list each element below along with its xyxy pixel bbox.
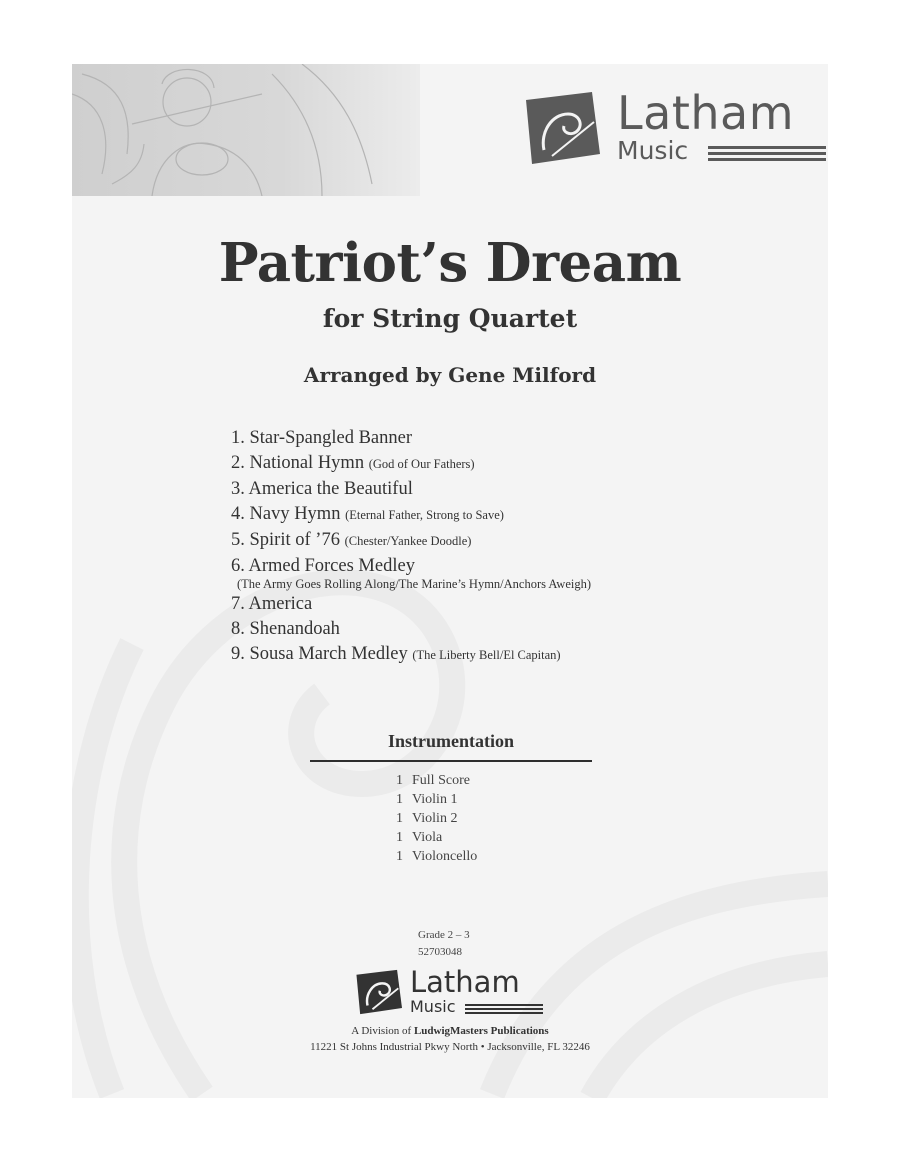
publisher-division: A Division of LudwigMasters Publications — [351, 1025, 549, 1037]
list-item: 1 Violoncello — [396, 849, 478, 864]
divider — [310, 760, 592, 762]
logo-staff-lines — [708, 146, 826, 168]
list-item: 6. Armed Forces Medley (The Army Goes Rolling Along/The Marine’s Hymn/Anchors Aweigh) — [231, 556, 592, 591]
cover-page — [72, 64, 828, 1098]
violinist-artwork — [72, 64, 420, 196]
list-item: 2. National Hymn (God of Our Fathers) — [231, 453, 475, 473]
list-item: 8. Shenandoah — [231, 619, 340, 639]
instrumentation-heading: Instrumentation — [387, 731, 514, 751]
list-item: 1 Full Score — [396, 773, 470, 788]
latham-music-logo — [522, 86, 828, 170]
list-item: 1. Star-Spangled Banner — [231, 428, 412, 448]
arranger-credit: Arranged by Gene Milford — [303, 363, 597, 387]
logo-word-latham: Latham — [617, 86, 795, 140]
list-item: 4. Navy Hymn (Eternal Father, Strong to Save) — [231, 504, 504, 524]
list-item: 1 Violin 2 — [396, 811, 458, 826]
logo-word-latham: Latham — [410, 965, 520, 999]
subtitle: for String Quartet — [322, 304, 578, 333]
catalog-number: 52703048 — [418, 946, 462, 958]
instrumentation-list — [396, 771, 477, 866]
page-title: Patriot’s Dream — [218, 232, 682, 294]
list-item: 9. Sousa March Medley (The Liberty Bell/El Capitan) — [231, 644, 561, 664]
list-item: 7. America — [231, 594, 313, 614]
latham-logo-mark-icon — [522, 92, 600, 164]
logo-word-music: Music — [617, 136, 689, 165]
latham-logo-mark-icon — [354, 969, 402, 1015]
list-item: 3. America the Beautiful — [231, 479, 413, 499]
list-item: 1 Viola — [396, 830, 443, 845]
grade-info — [418, 927, 470, 961]
latham-music-logo-footer — [354, 965, 554, 1024]
song-list — [231, 426, 791, 668]
logo-staff-lines — [465, 1004, 543, 1016]
logo-word-music: Music — [410, 997, 456, 1016]
list-item: 5. Spirit of ’76 (Chester/Yankee Doodle) — [231, 530, 472, 550]
grade-level: Grade 2 – 3 — [418, 929, 470, 941]
list-item: 1 Violin 1 — [396, 792, 458, 807]
publisher-address: 11221 St Johns Industrial Pkwy North • Jacksonville, FL 32246 — [310, 1041, 590, 1053]
